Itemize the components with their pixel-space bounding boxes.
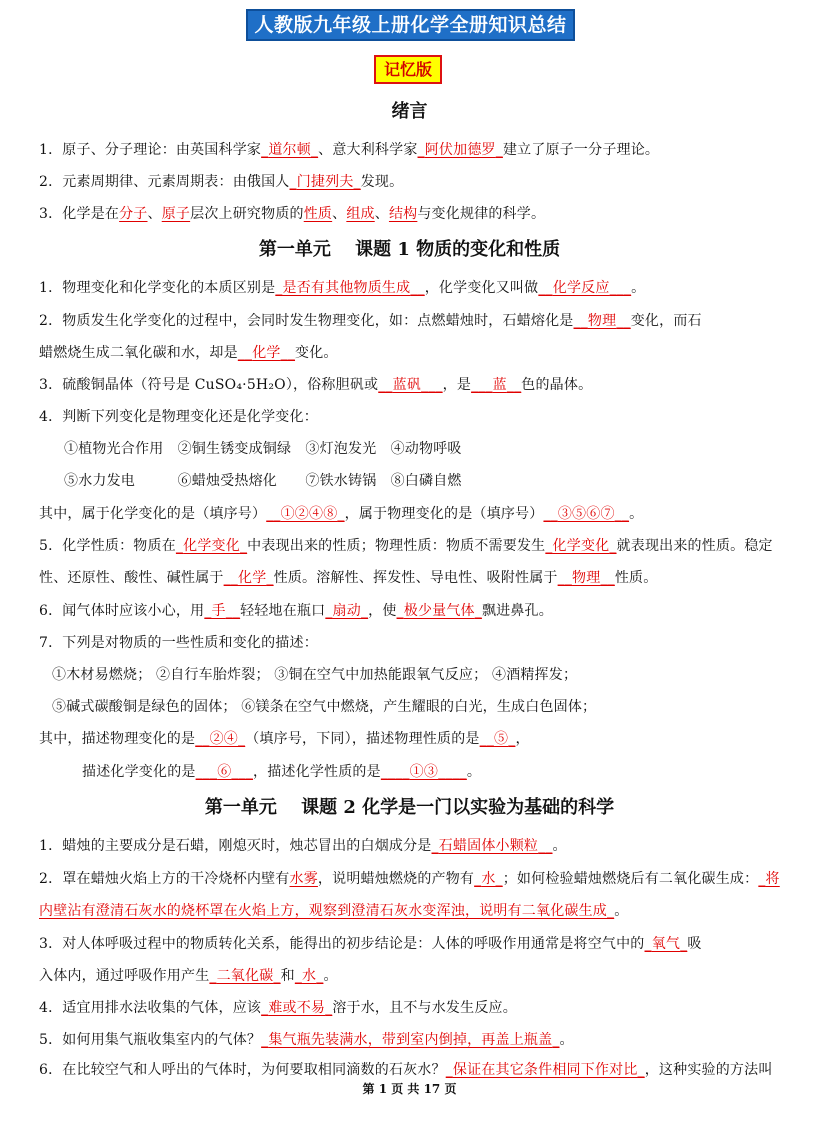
intro-question-2: 2．元素周期律、元素周期表：由俄国人_门捷列夫_发现。	[39, 174, 404, 190]
topic2-question-2-cont: 内壁沾有澄清石灰水的烧杯罩在火焰上方，观察到澄清石灰水变浑浊，说明有二氧化碳生成_。	[39, 903, 629, 919]
topic2-question-5: 5．如何用集气瓶收集室内的气体？_集气瓶先装满水，带到室内倒掉，再盖上瓶盖_。	[39, 1032, 574, 1048]
topic1-question-7-options-row2: ⑤碱式碳酸铜是绿色的固体； ⑥镁条在空气中燃烧，产生耀眼的白光，生成白色固体；	[52, 699, 597, 715]
topic1-question-3: 3．硫酸铜晶体（符号是 CuSO₄·5H₂O），俗称胆矾或__蓝矾___，是___蓝__色的晶体。	[39, 377, 593, 393]
topic1-question-7: 7．下列是对物质的一些性质和变化的描述：	[39, 635, 318, 651]
topic1-question-7-options-row1: ①木材易燃烧； ②自行车胎炸裂； ③铜在空气中加热能跟氧气反应； ④酒精挥发；	[52, 667, 578, 683]
topic1-question-2: 2．物质发生化学变化的过程中，会同时发生物理变化，如：点燃蜡烛时，石蜡熔化是__物理__变化，而石	[39, 313, 702, 329]
topic2-question-1: 1．蜡烛的主要成分是石蜡，刚熄灭时，烛芯冒出的白烟成分是_石蜡固体小颗粒__。	[39, 838, 567, 854]
topic1-question-7-answer-2: 描述化学变化的是___⑥___，描述化学性质的是____①③____。	[82, 764, 482, 780]
intro-question-3: 3．化学是在分子、原子层次上研究物质的性质、组成、结构与变化规律的科学。	[39, 206, 546, 222]
topic1-question-6: 6．闻气体时应该小心，用_手__轻轻地在瓶口_扇动_，使_极少量气体_飘进鼻孔。	[39, 603, 553, 619]
topic2-question-6: 6．在比较空气和人呼出的气体时，为何要取相同滴数的石灰水？_保证在其它条件相同下作对比_，这种实验的方法叫	[39, 1062, 773, 1078]
topic1-question-5: 5．化学性质：物质在_化学变化_中表现出来的性质；物理性质：物质不需要发生_化学变化_就表现出来的性质。稳定	[39, 538, 773, 554]
topic1-question-2-cont: 蜡燃烧生成二氧化碳和水，却是__化学__变化。	[39, 345, 338, 361]
topic2-question-4: 4．适宜用排水法收集的气体，应该_难或不易_溶于水，且不与水发生反应。	[39, 1000, 517, 1016]
topic1-question-4-answer: 其中，属于化学变化的是（填序号）__①②④⑧_，属于物理变化的是（填序号）__③⑤⑥⑦__。	[39, 506, 644, 522]
topic2-question-2: 2．罩在蜡烛火焰上方的干冷烧杯内壁有水雾，说明蜡烛燃烧的产物有_水_；如何检验蜡烛燃烧后有二氧化碳生成：_将	[39, 871, 780, 887]
topic2-question-3-cont: 入体内，通过呼吸作用产生_二氧化碳_和_水_。	[39, 968, 338, 984]
topic1-question-4-options-row2: ⑤水力发电 ⑥蜡烛受热熔化 ⑦铁水铸锅 ⑧白磷自燃	[64, 473, 462, 489]
topic1-question-4-options-row1: ①植物光合作用 ②铜生锈变成铜绿 ③灯泡发光 ④动物呼吸	[64, 441, 462, 457]
topic1-question-7-answer-1: 其中，描述物理变化的是__②④_（填序号，下同），描述物理性质的是__⑤_，	[39, 731, 530, 747]
memory-edition-badge: 记忆版	[374, 55, 442, 84]
topic1-question-4: 4．判断下列变化是物理变化还是化学变化：	[39, 409, 318, 425]
topic2-question-3: 3．对人体呼吸过程中的物质转化关系，能得出的初步结论是：人体的呼吸作用通常是将空气中的_氧气_吸	[39, 936, 702, 952]
intro-question-1: 1．原子、分子理论：由英国科学家_道尔顿_、意大利科学家_阿伏加德罗_建立了原子一分子理论。	[39, 142, 660, 158]
section-heading-intro: 绪言	[391, 101, 428, 122]
page-number: 第 1 页 共 17 页	[362, 1082, 457, 1096]
document-title: 人教版九年级上册化学全册知识总结	[246, 9, 575, 41]
topic1-question-5-cont: 性、还原性、酸性、碱性属于__化学_性质。溶解性、挥发性、导电性、吸附性属于__物理__性质。	[39, 570, 658, 586]
section-heading-unit1-topic2: 第一单元 课题 2 化学是一门以实验为基础的科学	[204, 797, 615, 818]
section-heading-unit1-topic1: 第一单元 课题 1 物质的变化和性质	[258, 239, 561, 260]
topic1-question-1: 1．物理变化和化学变化的本质区别是_是否有其他物质生成__，化学变化又叫做__化学反应___。	[39, 280, 646, 296]
